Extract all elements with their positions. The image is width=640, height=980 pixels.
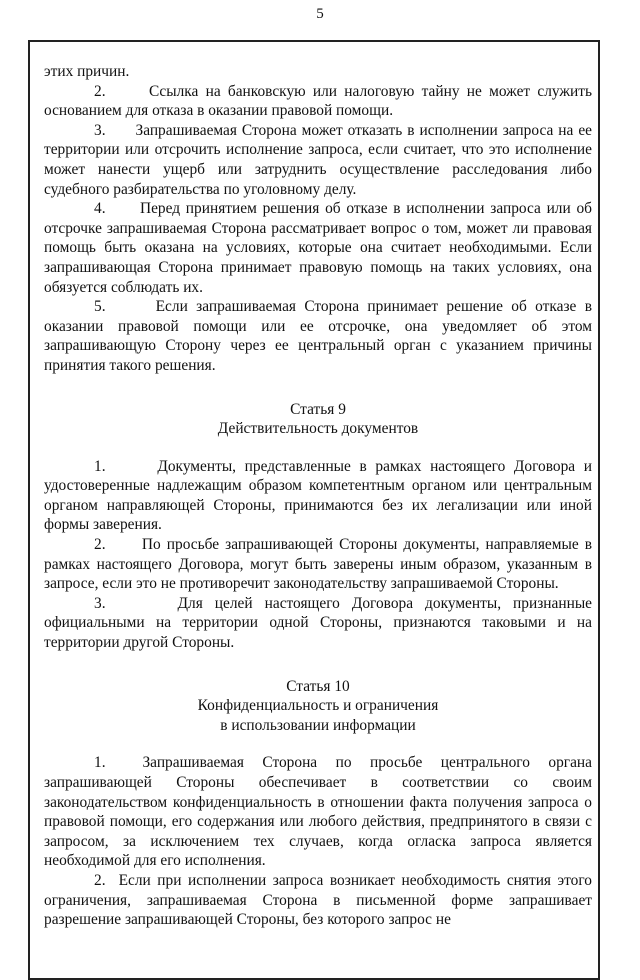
paragraph: 5. Если запрашиваемая Сторона принимает решение об отказе в оказании правовой помощи или ее отсрочке, она уведомляет об этом запрашивающую Сторону через ее центральный орган с указанием причины принятия такого решения. — [44, 298, 592, 374]
spacer — [44, 653, 592, 677]
spacer — [44, 376, 592, 400]
paragraph: 1. Запрашиваемая Сторона по просьбе центрального органа запрашивающей Стороны обеспечивает в соответствии со своим законодательством конфиденциальность в отношении факта получения запроса о правовой помощи, его содержания или любого действия, предпринятого в связи с запросом, за исключением тех случаев, когда огласка запроса является необходимой для его исполнения. — [44, 754, 592, 870]
paragraph: 4. Перед принятием решения об отказе в исполнении запроса или об отсрочке запрашиваемая Сторона рассматривает вопрос о том, может ли правовая помощь быть оказана на условиях, которые она считает необходимыми. Если запрашивающая Сторона принимает правовую помощь на таких условиях, она обязуется соблюдать их. — [44, 200, 592, 296]
paragraph: 2. Ссылка на банковскую или налоговую тайну не может служить основанием для отказа в оказании правовой помощи. — [44, 82, 592, 120]
paragraph: этих причин. — [44, 63, 130, 80]
section-heading: Конфиденциальность и ограничения — [197, 697, 439, 715]
document-body — [44, 62, 592, 930]
section-heading: в использовании информации — [220, 716, 416, 734]
paragraph: 3. Запрашиваемая Сторона может отказать в исполнении запроса на ее территории или отсрочить исполнение запроса, если считает, что это исполнение может нанести ущерб или затруднить осуществление расследования либо судебного разбирательства по уголовному делу. — [44, 121, 592, 198]
paragraph: 2. По просьбе запрашивающей Стороны документы, направляемые в рамках настоящего Договора, могут быть заверены иным образом, указанным в запросе, если это не противоречит законодательству запрашиваемой Стороны. — [44, 536, 592, 593]
page-number: 5 — [316, 6, 324, 22]
section-heading: Статья 9 — [290, 400, 346, 418]
paragraph: 2. Если при исполнении запроса возникает необходимость снятия этого ограничения, запрашиваемая Сторона в письменной форме запрашивает разрешение запрашивающей Стороны, без которого запрос не — [44, 871, 592, 929]
paragraph: 1. Документы, представленные в рамках настоящего Договора и удостоверенные надлежащим образом компетентным органом или центральным органом направляющей Стороны, принимаются без их легализации или иной формы заверения. — [44, 457, 592, 534]
paragraph: 3. Для целей настоящего Договора документы, признанные официальными на территории одной Стороны, признаются таковыми и на территории другой Стороны. — [44, 594, 592, 652]
section-heading: Статья 10 — [286, 677, 350, 695]
section-heading: Действительность документов — [217, 420, 419, 438]
spacer — [44, 439, 592, 457]
spacer — [44, 735, 592, 753]
